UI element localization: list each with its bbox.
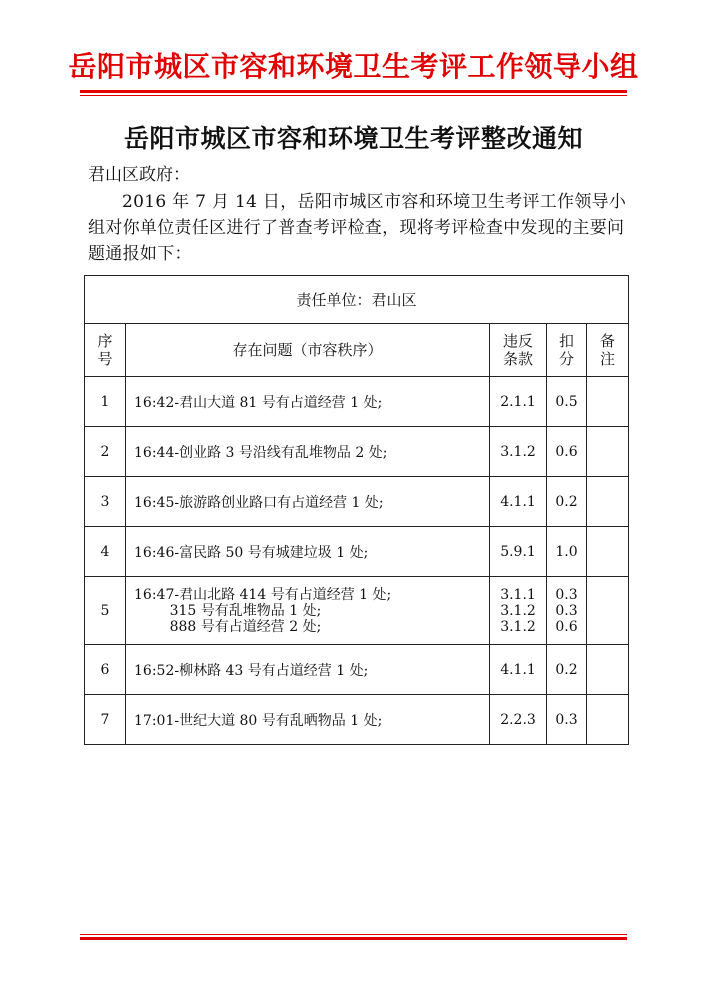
cell-no: 7 (85, 695, 126, 745)
cell-deduction: 0.3 0.3 0.6 (547, 577, 587, 645)
table-row (85, 427, 629, 477)
cell-article: 4.1.1 (490, 477, 547, 527)
table-row (85, 645, 629, 695)
cell-article: 3.1.1 3.1.2 3.1.2 (490, 577, 547, 645)
cell-remark (587, 645, 629, 695)
addressee: 君山区政府： (88, 165, 190, 185)
cell-remark (587, 577, 629, 645)
cell-no: 1 (85, 377, 126, 427)
notice-body: 2016 年 7 月 14 日，岳阳市城区市容和环境卫生考评工作领导小组对你单位责任区进行了普查考评检查，现将考评检查中发现的主要问题通报如下： (88, 192, 627, 264)
table-row (85, 577, 629, 645)
cell-remark (587, 377, 629, 427)
cell-deduction: 0.5 (547, 377, 587, 427)
header-issue: 存在问题（市容秩序） (126, 324, 490, 377)
cell-remark (587, 477, 629, 527)
cell-deduction: 0.2 (547, 645, 587, 695)
table-header-row (85, 324, 629, 377)
letterhead-rule-thin (80, 95, 627, 96)
header-deduction: 扣 分 (547, 324, 587, 377)
letterhead-title: 岳阳市城区市容和环境卫生考评工作领导小组 (68, 50, 639, 83)
footer-rule-thick (80, 937, 627, 940)
cell-deduction: 1.0 (547, 527, 587, 577)
cell-article: 5.9.1 (490, 527, 547, 577)
cell-article: 3.1.2 (490, 427, 547, 477)
table-row (85, 695, 629, 745)
table-row (85, 527, 629, 577)
cell-issue: 16:47-君山北路 414 号有占道经营 1 处; 315 号有乱堆物品 1 处; 888 号有占道经营 2 处; (126, 577, 490, 645)
cell-deduction: 0.3 (547, 695, 587, 745)
notice-title: 岳阳市城区市容和环境卫生考评整改通知 (123, 124, 583, 153)
issues-table (84, 275, 629, 745)
table-row (85, 377, 629, 427)
cell-issue: 16:42-君山大道 81 号有占道经营 1 处; (126, 377, 490, 427)
responsible-unit: 责任单位：君山区 (85, 276, 629, 324)
cell-deduction: 0.6 (547, 427, 587, 477)
cell-no: 4 (85, 527, 126, 577)
cell-no: 6 (85, 645, 126, 695)
cell-issue: 16:52-柳林路 43 号有占道经营 1 处; (126, 645, 490, 695)
cell-no: 3 (85, 477, 126, 527)
cell-remark (587, 427, 629, 477)
cell-remark (587, 695, 629, 745)
header-no: 序 号 (85, 324, 126, 377)
cell-article: 4.1.1 (490, 645, 547, 695)
cell-no: 5 (85, 577, 126, 645)
cell-issue: 16:46-富民路 50 号有城建垃圾 1 处; (126, 527, 490, 577)
letterhead-rule-thick (80, 90, 627, 93)
table-row (85, 477, 629, 527)
cell-issue: 16:45-旅游路创业路口有占道经营 1 处; (126, 477, 490, 527)
footer-rule-thin (80, 934, 627, 935)
cell-deduction: 0.2 (547, 477, 587, 527)
cell-issue: 17:01-世纪大道 80 号有乱晒物品 1 处; (126, 695, 490, 745)
header-remark: 备 注 (587, 324, 629, 377)
cell-article: 2.1.1 (490, 377, 547, 427)
cell-article: 2.2.3 (490, 695, 547, 745)
cell-no: 2 (85, 427, 126, 477)
cell-issue: 16:44-创业路 3 号沿线有乱堆物品 2 处; (126, 427, 490, 477)
cell-remark (587, 527, 629, 577)
header-article: 违反 条款 (490, 324, 547, 377)
